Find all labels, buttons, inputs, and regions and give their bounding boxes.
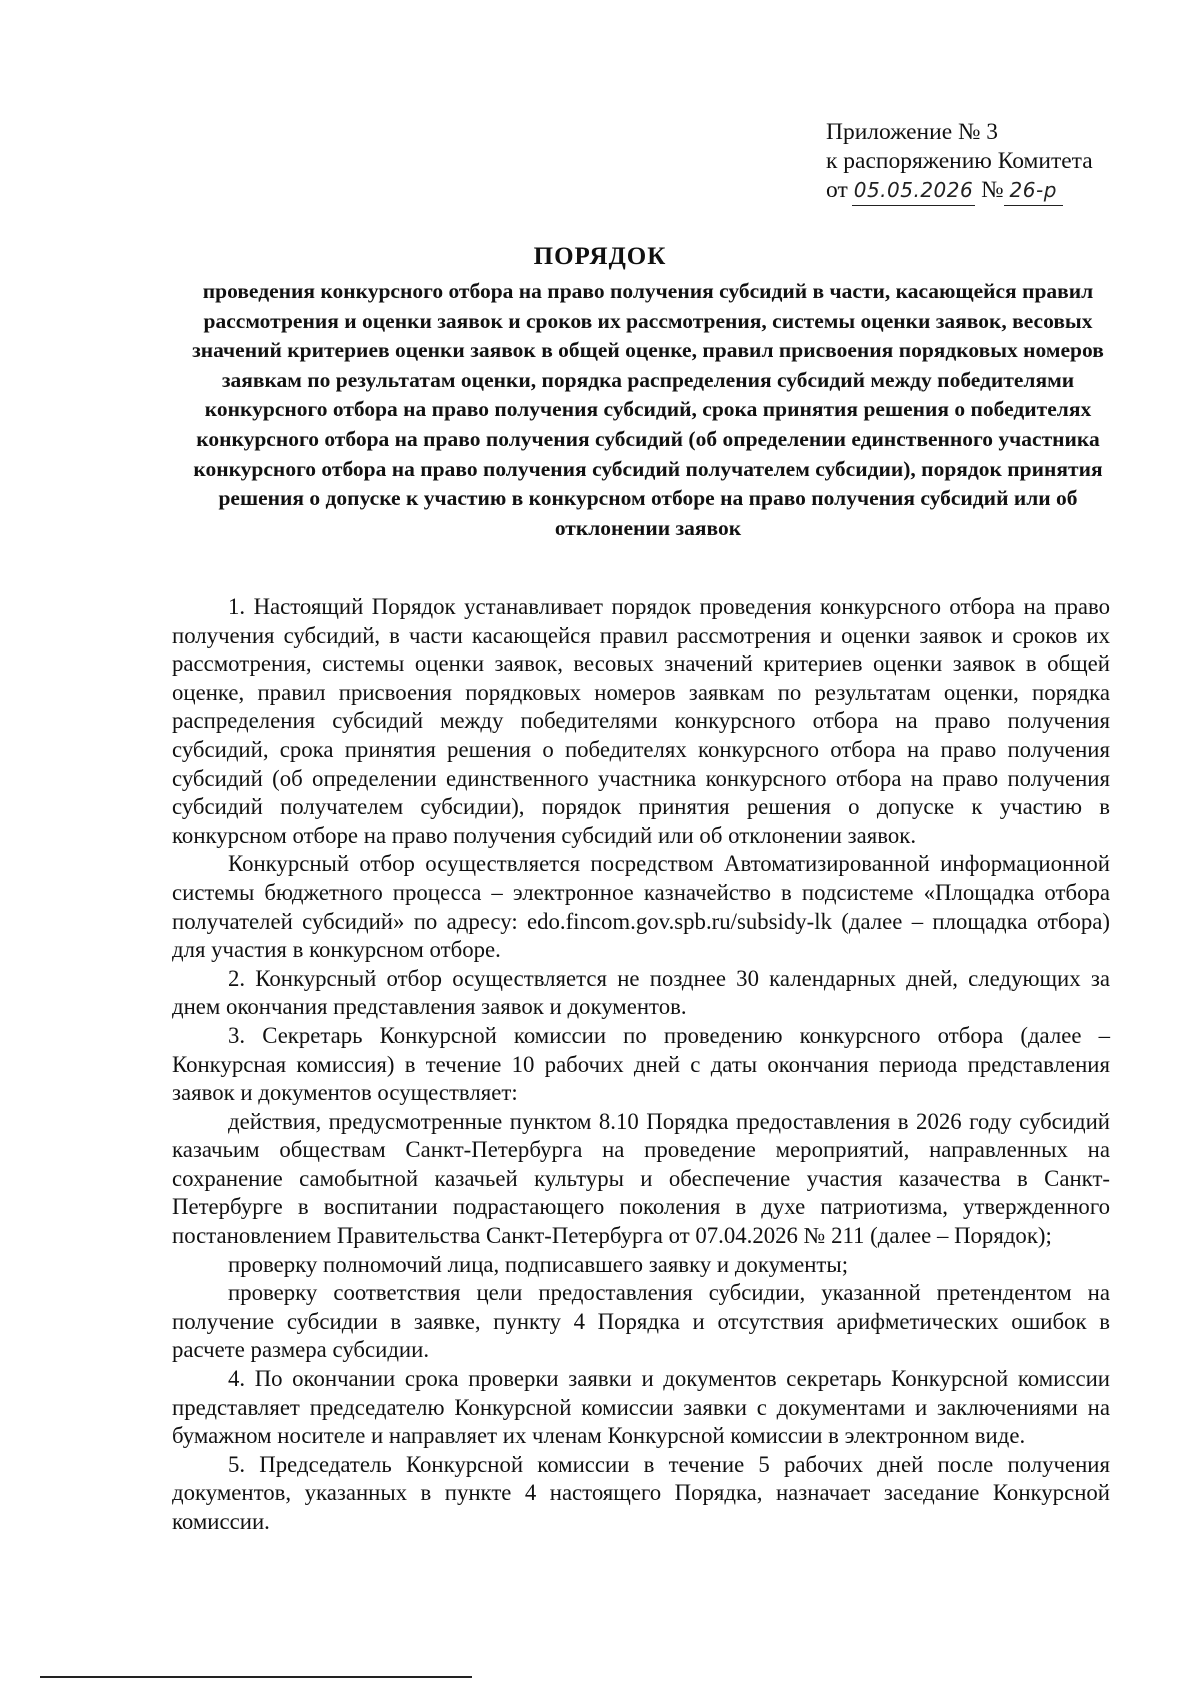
document-body bbox=[172, 593, 1110, 1537]
appendix-header bbox=[826, 118, 1156, 206]
number-prefix: № bbox=[981, 177, 1004, 203]
appendix-reference: к распоряжению Комитета bbox=[826, 148, 1093, 174]
date-prefix: от bbox=[826, 177, 848, 203]
paragraph-1-platform: Конкурсный отбор осуществляется посредством Автоматизированной информационной системы бюджетного процесса – электронное казначейство в подсистеме «Площадка отбора получателей субсидий» по адресу: edo.fincom.gov.spb.ru/subsidy-lk (далее – площадка отбора) для участия в конкурсном отборе. bbox=[172, 851, 1110, 963]
paragraph-3-actions: действия, предусмотренные пунктом 8.10 Порядка предоставления в 2026 году субсидий казачьим обществам Санкт-Петербурга на проведение мероприятий, направленных на сохранение самобытной казачьей культуры и обеспечение участия казачества в Санкт-Петербурге в воспитании подрастающего поколения в духе патриотизма, утвержденного постановлением Правительства Санкт-Петербурга от 07.04.2026 № 211 (далее – Порядок); bbox=[172, 1108, 1110, 1249]
paragraph-3-authority-check: проверку полномочий лица, подписавшего заявку и документы; bbox=[228, 1251, 849, 1277]
document-subtitle: проведения конкурсного отбора на право получения субсидий в части, касающейся правил рассмотрения и оценки заявок и сроков их рассмотрения, системы оценки заявок, весовых значений критериев оценки заявок в общей оценке, правил присвоения порядковых номеров заявкам по результатам оценки, порядка распределения субсидий между победителями конкурсного отбора на право получения субсидий, срока принятия решения о победителях конкурсного отбора на право получения субсидий (об определении единственного участника конкурсного отбора на право получения субсидий получателем субсидии), порядок принятия решения о допуске к участию в конкурсном отборе на право получения субсидий или об отклонении заявок bbox=[192, 279, 1104, 540]
paragraph-4: 4. По окончании срока проверки заявки и документов секретарь Конкурсной комиссии представляет председателю Конкурсной комиссии заявки с документами и заключениями на бумажном носителе и направляет их членам Конкурсной комиссии в электронном виде. bbox=[172, 1366, 1110, 1449]
paragraph-5: 5. Председатель Конкурсной комиссии в течение 5 рабочих дней после получения документов, указанных в пункте 4 настоящего Порядка, назначает заседание Конкурсной комиссии. bbox=[172, 1451, 1110, 1534]
appendix-date-row bbox=[826, 176, 1156, 206]
paragraph-1: 1. Настоящий Порядок устанавливает порядок проведения конкурсного отбора на право получения субсидий, в части касающейся правил рассмотрения и оценки заявок и сроков их рассмотрения, системы оценки заявок, весовых значений критериев оценки заявок в общей оценке, правил присвоения порядковых номеров заявкам по результатам оценки, порядка распределения субсидий между победителями конкурсного отбора на право получения субсидий, срока принятия решения о победителях конкурсного отбора на право получения субсидий (об определении единственного участника конкурсного отбора на право получения субсидий получателем субсидии), порядок принятия решения о допуске к участию в конкурсном отборе на право получения субсидий или об отклонении заявок. bbox=[172, 594, 1110, 848]
paragraph-3: 3. Секретарь Конкурсной комиссии по проведению конкурсного отбора (далее – Конкурсная комиссия) в течение 10 рабочих дней с даты окончания периода представления заявок и документов осуществляет: bbox=[172, 1022, 1110, 1106]
handwritten-date: 05.05.2026 bbox=[852, 176, 976, 206]
handwritten-number: 26-р bbox=[1004, 176, 1063, 206]
paragraph-2: 2. Конкурсный отбор осуществляется не позднее 30 календарных дней, следующих за днем окончания представления заявок и документов. bbox=[172, 965, 1110, 1020]
footer-rule bbox=[40, 1676, 472, 1678]
paragraph-3-goal-check: проверку соответствия цели предоставления субсидии, указанной претендентом на получение субсидии в заявке, пункту 4 Порядка и отсутствия арифметических ошибок в расчете размера субсидии. bbox=[172, 1280, 1110, 1363]
appendix-number: Приложение № 3 bbox=[826, 119, 999, 145]
document-title: ПОРЯДОК bbox=[533, 243, 667, 270]
